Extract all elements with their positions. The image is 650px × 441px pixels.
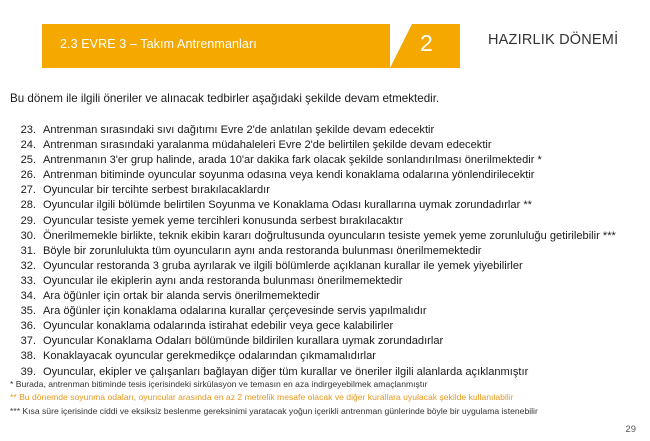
list-item-text: Oyuncular, ekipler ve çalışanları bağlayan diğer tüm kurallar ve öneriler ilgili alanlarda açıklanmıştır — [43, 365, 529, 378]
list-item — [10, 274, 646, 289]
list-item-text: Oyuncular bir tercihte serbest bırakılacaklardır — [43, 184, 270, 197]
section-number: 2 — [420, 30, 433, 56]
list-item-number: 29. — [20, 214, 36, 227]
list-item-text: Antrenman bitiminde oyuncular soyunma odasına veya kendi konaklama odalarına yönlendirilecektir — [43, 169, 535, 182]
list-item-number: 30. — [20, 229, 36, 242]
list-item-text: Ara öğünler için ortak bir alanda servis önerilmemektedir — [43, 290, 320, 303]
page-title: HAZIRLIK DÖNEMİ — [488, 32, 619, 48]
footnote-triple-star: *** Kısa süre içerisinde ciddi ve eksiksiz beslenme gereksinimi yaratacak yoğun içerikli antrenman günlerinde böyle bir uygulama istenebilir — [10, 405, 538, 416]
list-item-text: Oyuncular restoranda 3 gruba ayrılarak ve ilgili bölümlerde açıklanan kurallar ile yemek yiyebilirler — [43, 259, 523, 272]
list-item — [10, 304, 646, 319]
intro-paragraph: Bu dönem ile ilgili öneriler ve alınacak tedbirler aşağıdaki şekilde devam etmektedir. — [10, 92, 440, 105]
footnotes — [10, 378, 646, 418]
list-item — [10, 259, 646, 274]
section-label-band — [42, 24, 390, 68]
list-item-text: Oyuncular konaklama odalarında istirahat edebilir veya gece kalabilirler — [43, 320, 394, 333]
page-number: 29 — [625, 424, 636, 435]
list-item-text: Önerilmemekle birlikte, teknik ekibin kararı doğrultusunda oyuncuların tesiste yemek yeme zorunluluğu getirilebilir *** — [43, 229, 616, 242]
list-item — [10, 138, 646, 153]
footnote-single-star: * Burada, antrenman bitiminde tesis içerisindeki sirkülasyon ve temasın en aza indirgeyebilmek amaçlanmıştır — [10, 379, 428, 389]
list-item — [10, 183, 646, 198]
list-item-number: 36. — [20, 320, 36, 333]
list-item-number: 28. — [20, 199, 36, 212]
list-item-number: 33. — [20, 274, 36, 287]
list-item-text: Antrenman sırasındaki yaralanma müdahaleleri Evre 2'de belirtilen şekilde devam edecektir — [43, 139, 492, 152]
list-item-text: Oyuncular ilgili bölümde belirtilen Soyunma ve Konaklama Odası kurallarına uymak zorundadırlar ** — [43, 199, 532, 212]
list-item — [10, 168, 646, 183]
section-label: 2.3 EVRE 3 – Takım Antrenmanları — [60, 37, 257, 51]
list-item-number: 31. — [20, 244, 36, 257]
list-item — [10, 289, 646, 304]
list-item-text: Oyuncular ile ekiplerin aynı anda restoranda bulunması önerilmemektedir — [43, 274, 403, 287]
list-item — [10, 349, 646, 364]
list-item-number: 37. — [20, 335, 36, 348]
list-item-text: Oyuncular tesiste yemek yeme tercihleri konusunda serbest bırakılacaktır — [43, 214, 404, 227]
list-item-text: Böyle bir zorunlulukta tüm oyuncuların aynı anda restoranda bulunması önerilmemektedir — [43, 244, 482, 257]
list-item-number: 24. — [20, 139, 36, 152]
list-item-number: 39. — [20, 365, 36, 378]
list-item-number: 32. — [20, 259, 36, 272]
list-item-number: 27. — [20, 184, 36, 197]
list-item-number: 25. — [20, 154, 36, 167]
slide-header — [42, 24, 619, 68]
list-item — [10, 229, 646, 244]
list-item-text: Oyuncular Konaklama Odaları bölümünde bildirilen kurallara uymak zorundadırlar — [43, 335, 444, 348]
list-item — [10, 319, 646, 334]
list-item-number: 26. — [20, 169, 36, 182]
list-item-text: Antrenmanın 3'er grup halinde, arada 10'ar dakika fark olacak şekilde sonlandırılması önerilmektedir * — [43, 154, 542, 167]
list-item — [10, 123, 646, 138]
list-item-number: 23. — [20, 124, 36, 136]
list-item — [10, 214, 646, 229]
list-item — [10, 244, 646, 259]
list-item — [10, 334, 646, 349]
list-item — [10, 153, 646, 168]
list-item-text: Antrenman sırasındaki sıvı dağıtımı Evre 2'de anlatılan şekilde devam edecektir — [43, 124, 435, 136]
list-item-number: 35. — [20, 305, 36, 318]
list-item-text: Konaklayacak oyuncular gerekmedikçe odalarından çıkmamalıdırlar — [43, 350, 376, 363]
recommendation-list — [10, 123, 646, 380]
list-item-number: 34. — [20, 290, 36, 303]
list-item-number: 38. — [20, 350, 36, 363]
footnote-double-star: ** Bu dönemde soyunma odaları, oyuncular arasında en az 2 metrelik mesafe olacak ve diğer kurallara uyulacak şekilde kullanılabilir — [10, 392, 514, 403]
list-item — [10, 198, 646, 213]
list-item-text: Ara öğünler için konaklama odalarına kurallar çerçevesinde servis yapılmalıdır — [43, 305, 427, 318]
